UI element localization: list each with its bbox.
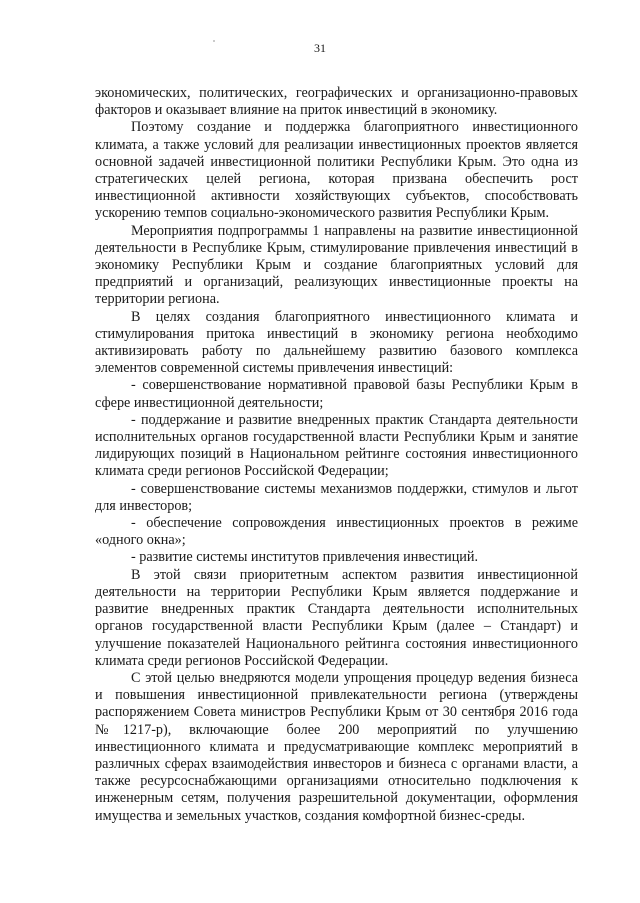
list-item: - совершенствование нормативной правовой базы Республики Крым в сфере инвестиционной деятельности;	[95, 377, 578, 411]
list-item: - поддержание и развитие внедренных практик Стандарта деятельности исполнительных органов государственной власти Республики Крым и занятие лидирующих позиций в Национальном рейтинге состояния инвестиционного климата среди регионов Российской Федерации;	[95, 411, 578, 480]
scan-speck	[213, 40, 215, 42]
list-item: - совершенствование системы механизмов поддержки, стимулов и льгот для инвесторов;	[95, 480, 578, 514]
paragraph-investment-climate: Поэтому создание и поддержка благоприятного инвестиционного климата, а также условий для реализации инвестиционных проектов является основной задачей инвестиционной политики Республики Крым. Это одна из стратегических целей региона, которая призвана обеспечить рост инвестиционной активности хозяйствующих субъектов, способствовать ускорению темпов социально-экономического развития Республики Крым.	[95, 119, 578, 222]
paragraph-priority-aspect: В этой связи приоритетным аспектом развития инвестиционной деятельности на территории Республики Крым является поддержание и развитие внедренных практик Стандарта деятельности исполнительных органов государственной власти Республики Крым (далее – Стандарт) и улучшение показателей Национального рейтинга состояния инвестиционного климата среди регионов Российской Федерации.	[95, 566, 578, 669]
document-body	[95, 85, 578, 825]
paragraph-goals-intro: В целях создания благоприятного инвестиционного климата и стимулирования притока инвестиций в экономику региона необходимо активизировать работу по дальнейшему развитию базового комплекса элементов современной системы привлечения инвестиций:	[95, 308, 578, 377]
page-number: 31	[314, 41, 326, 55]
paragraph-business-models: С этой целью внедряются модели упрощения процедур ведения бизнеса и повышения инвестиционной привлекательности региона (утверждены распоряжением Совета министров Республики Крым от 30 сентября 2016 года №1217-р), включающие более 200 мероприятий по улучшению инвестиционного климата и предусматривающие комплекс мероприятий в различных сферах взаимодействия инвесторов и бизнеса с органами власти, а также ресурсоснабжающими организациями относительно подключения к инженерным сетям, получения разрешительной документации, оформления имущества и земельных участков, создания комфортной бизнес-среды.	[95, 669, 578, 824]
list-item: - обеспечение сопровождения инвестиционных проектов в режиме «одного окна»;	[95, 515, 578, 549]
paragraph-continuation: экономических, политических, географических и организационно-правовых факторов и оказывает влияние на приток инвестиций в экономику.	[95, 85, 578, 119]
paragraph-subprogram-measures: Мероприятия подпрограммы 1 направлены на развитие инвестиционной деятельности в Республике Крым, стимулирование привлечения инвестиций в экономику Республики Крым и создание благоприятных условий для предприятий и организаций, реализующих инвестиционные проекты на территории региона.	[95, 222, 578, 308]
list-item: - развитие системы институтов привлечения инвестиций.	[131, 549, 479, 566]
